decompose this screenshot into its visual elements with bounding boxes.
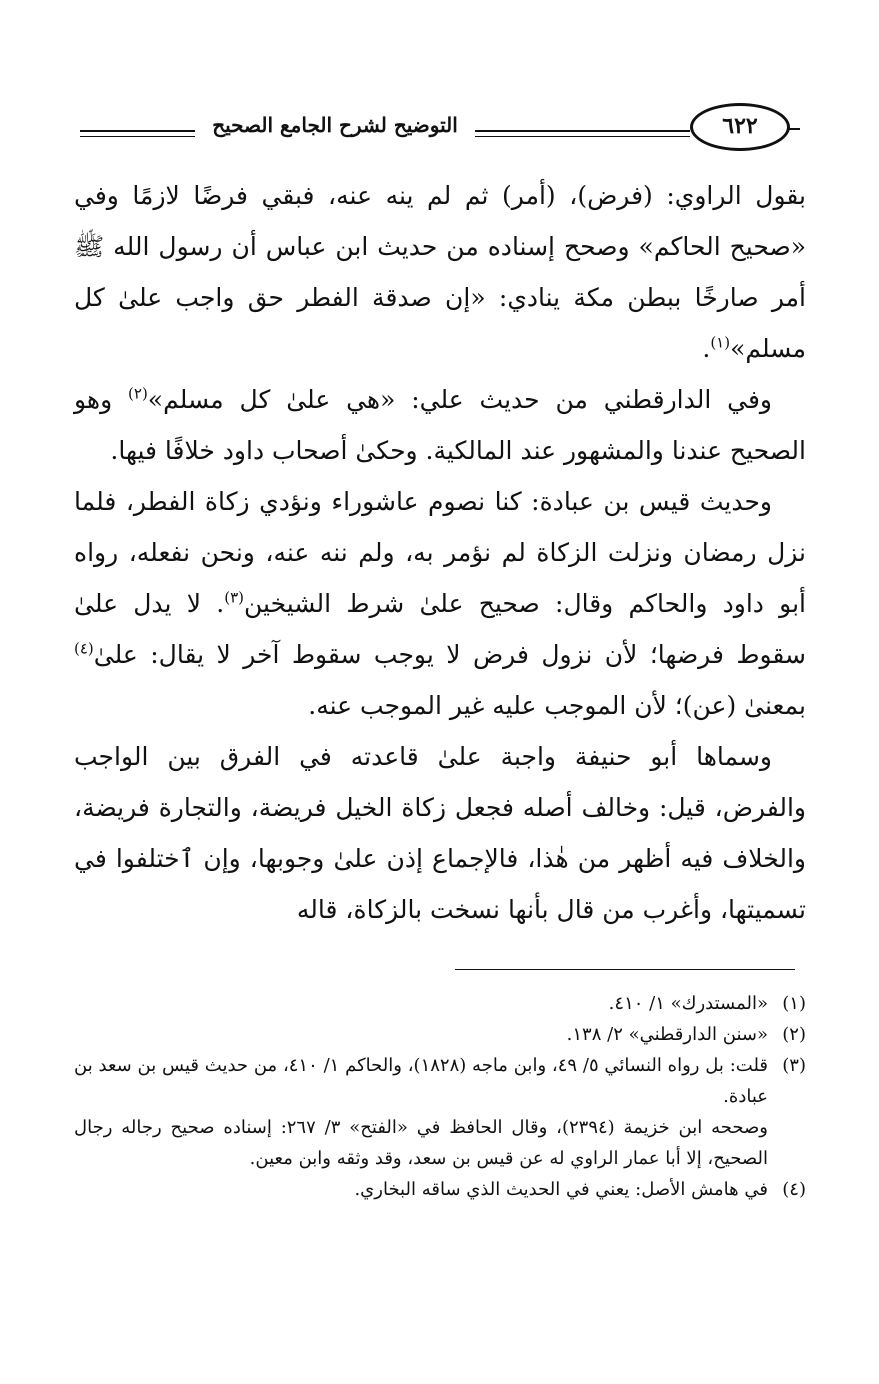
- footnote-number: (١): [782, 993, 806, 1014]
- header-rule-right-thin: [475, 136, 690, 137]
- footnote-ref: (٤): [74, 639, 94, 658]
- footnotes: [74, 988, 806, 1205]
- footnote-text: في هامش الأصل: يعني في الحديث الذي ساقه البخاري.: [354, 1179, 768, 1200]
- footnote-continuation: وصححه ابن خزيمة (٢٣٩٤)، وقال الحافظ في «الفتح» ٣/ ٢٦٧: إسناده صحيح رجاله رجال الصحيح، إلا أبا عمار الراوي له عن قيس بن سعد، وقد وثقه وابن معين.: [74, 1117, 768, 1169]
- footnote-text: «سنن الدارقطني» ٢/ ١٣٨.: [566, 1024, 768, 1045]
- footnote-number: (٣): [782, 1055, 806, 1076]
- footnote-ref: (١): [710, 333, 731, 352]
- footnote-text: قلت: بل رواه النسائي ٥/ ٤٩، وابن ماجه (١٨٢٨)، والحاكم ١/ ٤١٠، من حديث قيس بن سعد بن عبادة.: [74, 1055, 769, 1107]
- header-rule-right: [475, 130, 690, 132]
- paragraph: وفي الدارقطني من حديث علي: «هي علىٰ كل مسلم»$^{(٢)}$ وهو الصحيح عندنا والمشهور عند المالكية. وحكىٰ أصحاب داود خلافًا فيها.: [74, 384, 806, 465]
- page-header: [70, 100, 800, 160]
- footnote-text: «المستدرك» ١/ ٤١٠.: [608, 993, 768, 1014]
- footnote-ref: (٣): [224, 588, 244, 607]
- paragraph: وحديث قيس بن عبادة: كنا نصوم عاشوراء ونؤدي زكاة الفطر، فلما نزل رمضان ونزلت الزكاة لم نؤمر به، ولم ننه عنه، ونحن نفعله، رواه أبو داود والحاكم وقال: صحيح علىٰ شرط الشيخين$^{(٣)}$. لا يدل علىٰ سقوط فرضها؛ لأن نزول فرض لا يوجب سقوط آخر لا يقال: علىٰ$^{(٤)}$ بمعنىٰ (عن)؛ لأن الموجب عليه غير الموجب عنه.: [74, 487, 806, 720]
- main-text: [74, 170, 806, 935]
- footnote: [74, 1050, 806, 1112]
- footnote-number: (٤): [782, 1179, 806, 1200]
- footnote: [74, 1019, 806, 1050]
- paragraph: بقول الراوي: (فرض)، (أمر) ثم لم ينه عنه، فبقي فرضًا لازمًا وفي «صحيح الحاكم» وصحح إسناده من حديث ابن عباس أن رسول الله ﷺ أمر صارخًا ببطن مكة ينادي: «إن صدقة الفطر حق واجب علىٰ كل مسلم»$^{(١)}$.: [74, 181, 806, 363]
- page-number: ٦٢٢: [690, 103, 790, 151]
- footnote-separator: [455, 969, 795, 970]
- footnote-number: (٢): [782, 1024, 806, 1045]
- footnote: [74, 988, 806, 1019]
- footnote: [74, 1174, 806, 1205]
- header-rule-left: [80, 130, 195, 132]
- footnote-ref: (٢): [128, 384, 148, 403]
- header-rule-left-thin: [80, 136, 195, 137]
- running-title: التوضيح لشرح الجامع الصحيح: [212, 113, 458, 137]
- header-rule-tail: [788, 128, 800, 130]
- paragraph: وسماها أبو حنيفة واجبة علىٰ قاعدته في الفرق بين الواجب والفرض، قيل: وخالف أصله فجعل زكاة الخيل فريضة، والتجارة فريضة، والخلاف فيه أظهر من هٰذا، فالإجماع إذن علىٰ وجوبها، وإن ٱختلفوا في تسميتها، وأغرب من قال بأنها نسخت بالزكاة، قاله: [74, 742, 806, 924]
